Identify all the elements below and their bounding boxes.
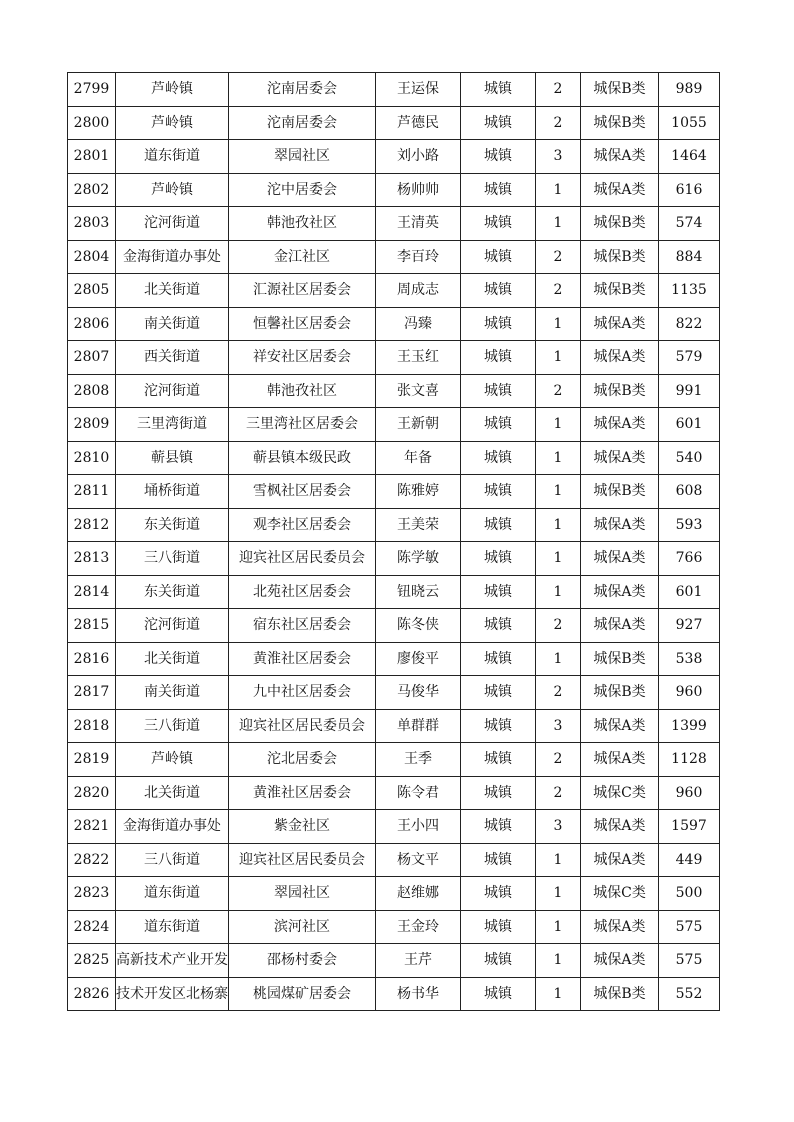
- street-cell: 沱河街道: [116, 207, 229, 241]
- category-cell: 城保B类: [581, 240, 659, 274]
- person-name-cell: 王玉红: [376, 341, 461, 375]
- table-row: [68, 173, 720, 207]
- area-type-cell: 城镇: [461, 475, 536, 509]
- amount-cell: 884: [659, 240, 720, 274]
- record-id-cell: 2820: [68, 776, 116, 810]
- community-cell: 翠园社区: [229, 877, 376, 911]
- table-row: [68, 73, 720, 107]
- community-cell: 沱中居委会: [229, 173, 376, 207]
- community-cell: 翠园社区: [229, 140, 376, 174]
- community-cell: 汇源社区居委会: [229, 274, 376, 308]
- person-name-cell: 单群群: [376, 709, 461, 743]
- category-cell: 城保A类: [581, 140, 659, 174]
- category-cell: 城保C类: [581, 877, 659, 911]
- area-type-cell: 城镇: [461, 676, 536, 710]
- community-cell: 黄淮社区居委会: [229, 776, 376, 810]
- area-type-cell: 城镇: [461, 709, 536, 743]
- person-name-cell: 杨帅帅: [376, 173, 461, 207]
- street-cell: 高新技术产业开发: [116, 944, 229, 978]
- community-cell: 紫金社区: [229, 810, 376, 844]
- amount-cell: 960: [659, 676, 720, 710]
- person-name-cell: 陈雅婷: [376, 475, 461, 509]
- area-type-cell: 城镇: [461, 910, 536, 944]
- person-name-cell: 陈冬侠: [376, 609, 461, 643]
- community-cell: 北苑社区居委会: [229, 575, 376, 609]
- record-id-cell: 2799: [68, 73, 116, 107]
- person-name-cell: 王新朝: [376, 408, 461, 442]
- amount-cell: 608: [659, 475, 720, 509]
- record-id-cell: 2821: [68, 810, 116, 844]
- household-count-cell: 2: [536, 106, 581, 140]
- record-id-cell: 2812: [68, 508, 116, 542]
- person-name-cell: 陈令君: [376, 776, 461, 810]
- category-cell: 城保A类: [581, 843, 659, 877]
- area-type-cell: 城镇: [461, 140, 536, 174]
- person-name-cell: 张文喜: [376, 374, 461, 408]
- street-cell: 沱河街道: [116, 374, 229, 408]
- household-count-cell: 2: [536, 274, 581, 308]
- record-id-cell: 2805: [68, 274, 116, 308]
- community-cell: 滨河社区: [229, 910, 376, 944]
- person-name-cell: 王季: [376, 743, 461, 777]
- street-cell: 芦岭镇: [116, 743, 229, 777]
- street-cell: 金海街道办事处: [116, 240, 229, 274]
- table-row: [68, 207, 720, 241]
- household-count-cell: 1: [536, 307, 581, 341]
- street-cell: 三八街道: [116, 843, 229, 877]
- area-type-cell: 城镇: [461, 441, 536, 475]
- area-type-cell: 城镇: [461, 944, 536, 978]
- records-table: [67, 72, 720, 1011]
- person-name-cell: 杨书华: [376, 977, 461, 1011]
- table-row: [68, 776, 720, 810]
- category-cell: 城保A类: [581, 709, 659, 743]
- person-name-cell: 王金玲: [376, 910, 461, 944]
- amount-cell: 538: [659, 642, 720, 676]
- community-cell: 九中社区居委会: [229, 676, 376, 710]
- household-count-cell: 1: [536, 910, 581, 944]
- area-type-cell: 城镇: [461, 240, 536, 274]
- area-type-cell: 城镇: [461, 408, 536, 442]
- street-cell: 北关街道: [116, 274, 229, 308]
- area-type-cell: 城镇: [461, 776, 536, 810]
- person-name-cell: 李百玲: [376, 240, 461, 274]
- area-type-cell: 城镇: [461, 307, 536, 341]
- street-cell: 东关街道: [116, 575, 229, 609]
- street-cell: 道东街道: [116, 877, 229, 911]
- table-row: [68, 341, 720, 375]
- amount-cell: 552: [659, 977, 720, 1011]
- community-cell: 沱北居委会: [229, 743, 376, 777]
- amount-cell: 989: [659, 73, 720, 107]
- amount-cell: 766: [659, 542, 720, 576]
- area-type-cell: 城镇: [461, 106, 536, 140]
- category-cell: 城保B类: [581, 676, 659, 710]
- household-count-cell: 1: [536, 642, 581, 676]
- street-cell: 技术开发区北杨寨: [116, 977, 229, 1011]
- record-id-cell: 2817: [68, 676, 116, 710]
- record-id-cell: 2826: [68, 977, 116, 1011]
- household-count-cell: 2: [536, 776, 581, 810]
- record-id-cell: 2811: [68, 475, 116, 509]
- community-cell: 沱南居委会: [229, 106, 376, 140]
- category-cell: 城保B类: [581, 642, 659, 676]
- area-type-cell: 城镇: [461, 508, 536, 542]
- street-cell: 三八街道: [116, 709, 229, 743]
- amount-cell: 1135: [659, 274, 720, 308]
- person-name-cell: 陈学敏: [376, 542, 461, 576]
- street-cell: 蕲县镇: [116, 441, 229, 475]
- area-type-cell: 城镇: [461, 642, 536, 676]
- household-count-cell: 1: [536, 575, 581, 609]
- household-count-cell: 2: [536, 676, 581, 710]
- street-cell: 三八街道: [116, 542, 229, 576]
- amount-cell: 1055: [659, 106, 720, 140]
- category-cell: 城保B类: [581, 73, 659, 107]
- area-type-cell: 城镇: [461, 73, 536, 107]
- table-row: [68, 877, 720, 911]
- person-name-cell: 年备: [376, 441, 461, 475]
- category-cell: 城保A类: [581, 542, 659, 576]
- community-cell: 黄淮社区居委会: [229, 642, 376, 676]
- area-type-cell: 城镇: [461, 843, 536, 877]
- table-row: [68, 810, 720, 844]
- record-id-cell: 2825: [68, 944, 116, 978]
- amount-cell: 1464: [659, 140, 720, 174]
- amount-cell: 575: [659, 910, 720, 944]
- table-row: [68, 944, 720, 978]
- person-name-cell: 赵维娜: [376, 877, 461, 911]
- household-count-cell: 1: [536, 441, 581, 475]
- household-count-cell: 3: [536, 709, 581, 743]
- household-count-cell: 1: [536, 408, 581, 442]
- area-type-cell: 城镇: [461, 575, 536, 609]
- community-cell: 祥安社区居委会: [229, 341, 376, 375]
- street-cell: 道东街道: [116, 910, 229, 944]
- household-count-cell: 1: [536, 977, 581, 1011]
- amount-cell: 449: [659, 843, 720, 877]
- community-cell: 金江社区: [229, 240, 376, 274]
- amount-cell: 574: [659, 207, 720, 241]
- category-cell: 城保B类: [581, 274, 659, 308]
- amount-cell: 1399: [659, 709, 720, 743]
- category-cell: 城保A类: [581, 810, 659, 844]
- person-name-cell: 冯臻: [376, 307, 461, 341]
- household-count-cell: 2: [536, 240, 581, 274]
- person-name-cell: 王清英: [376, 207, 461, 241]
- table-row: [68, 274, 720, 308]
- record-id-cell: 2809: [68, 408, 116, 442]
- community-cell: 迎宾社区居民委员会: [229, 843, 376, 877]
- category-cell: 城保B类: [581, 207, 659, 241]
- amount-cell: 575: [659, 944, 720, 978]
- person-name-cell: 杨文平: [376, 843, 461, 877]
- record-id-cell: 2815: [68, 609, 116, 643]
- table-row: [68, 374, 720, 408]
- record-id-cell: 2816: [68, 642, 116, 676]
- street-cell: 三里湾街道: [116, 408, 229, 442]
- household-count-cell: 1: [536, 508, 581, 542]
- category-cell: 城保A类: [581, 910, 659, 944]
- area-type-cell: 城镇: [461, 609, 536, 643]
- person-name-cell: 周成志: [376, 274, 461, 308]
- record-id-cell: 2806: [68, 307, 116, 341]
- record-id-cell: 2801: [68, 140, 116, 174]
- record-id-cell: 2803: [68, 207, 116, 241]
- amount-cell: 601: [659, 408, 720, 442]
- person-name-cell: 芦德民: [376, 106, 461, 140]
- record-id-cell: 2804: [68, 240, 116, 274]
- table-row: [68, 240, 720, 274]
- category-cell: 城保A类: [581, 743, 659, 777]
- person-name-cell: 王芹: [376, 944, 461, 978]
- household-count-cell: 3: [536, 140, 581, 174]
- table-row: [68, 140, 720, 174]
- community-cell: 迎宾社区居民委员会: [229, 709, 376, 743]
- amount-cell: 960: [659, 776, 720, 810]
- household-count-cell: 2: [536, 374, 581, 408]
- community-cell: 桃园煤矿居委会: [229, 977, 376, 1011]
- table-row: [68, 642, 720, 676]
- community-cell: 迎宾社区居民委员会: [229, 542, 376, 576]
- community-cell: 观李社区居委会: [229, 508, 376, 542]
- category-cell: 城保A类: [581, 408, 659, 442]
- table-row: [68, 475, 720, 509]
- table-row: [68, 843, 720, 877]
- table-row: [68, 977, 720, 1011]
- record-id-cell: 2822: [68, 843, 116, 877]
- street-cell: 芦岭镇: [116, 73, 229, 107]
- amount-cell: 579: [659, 341, 720, 375]
- household-count-cell: 1: [536, 173, 581, 207]
- table-row: [68, 575, 720, 609]
- amount-cell: 593: [659, 508, 720, 542]
- amount-cell: 991: [659, 374, 720, 408]
- area-type-cell: 城镇: [461, 977, 536, 1011]
- record-id-cell: 2813: [68, 542, 116, 576]
- household-count-cell: 1: [536, 944, 581, 978]
- street-cell: 北关街道: [116, 642, 229, 676]
- area-type-cell: 城镇: [461, 341, 536, 375]
- area-type-cell: 城镇: [461, 877, 536, 911]
- street-cell: 芦岭镇: [116, 106, 229, 140]
- amount-cell: 540: [659, 441, 720, 475]
- street-cell: 道东街道: [116, 140, 229, 174]
- community-cell: 三里湾社区居委会: [229, 408, 376, 442]
- category-cell: 城保A类: [581, 173, 659, 207]
- community-cell: 韩池孜社区: [229, 207, 376, 241]
- table-body: [68, 73, 720, 1011]
- person-name-cell: 钮晓云: [376, 575, 461, 609]
- household-count-cell: 1: [536, 207, 581, 241]
- household-count-cell: 1: [536, 341, 581, 375]
- category-cell: 城保B类: [581, 977, 659, 1011]
- area-type-cell: 城镇: [461, 207, 536, 241]
- community-cell: 邵杨村委会: [229, 944, 376, 978]
- record-id-cell: 2818: [68, 709, 116, 743]
- street-cell: 南关街道: [116, 676, 229, 710]
- category-cell: 城保A类: [581, 341, 659, 375]
- household-count-cell: 1: [536, 542, 581, 576]
- record-id-cell: 2814: [68, 575, 116, 609]
- table-row: [68, 676, 720, 710]
- record-id-cell: 2824: [68, 910, 116, 944]
- category-cell: 城保A类: [581, 441, 659, 475]
- household-count-cell: 1: [536, 877, 581, 911]
- category-cell: 城保A类: [581, 609, 659, 643]
- category-cell: 城保B类: [581, 374, 659, 408]
- community-cell: 雪枫社区居委会: [229, 475, 376, 509]
- record-id-cell: 2819: [68, 743, 116, 777]
- record-id-cell: 2800: [68, 106, 116, 140]
- street-cell: 南关街道: [116, 307, 229, 341]
- table-row: [68, 609, 720, 643]
- street-cell: 芦岭镇: [116, 173, 229, 207]
- amount-cell: 601: [659, 575, 720, 609]
- amount-cell: 616: [659, 173, 720, 207]
- table-row: [68, 743, 720, 777]
- table-row: [68, 709, 720, 743]
- area-type-cell: 城镇: [461, 173, 536, 207]
- community-cell: 韩池孜社区: [229, 374, 376, 408]
- amount-cell: 822: [659, 307, 720, 341]
- community-cell: 沱南居委会: [229, 73, 376, 107]
- person-name-cell: 王美荣: [376, 508, 461, 542]
- table-row: [68, 408, 720, 442]
- area-type-cell: 城镇: [461, 743, 536, 777]
- amount-cell: 500: [659, 877, 720, 911]
- amount-cell: 1128: [659, 743, 720, 777]
- area-type-cell: 城镇: [461, 374, 536, 408]
- record-id-cell: 2810: [68, 441, 116, 475]
- category-cell: 城保A类: [581, 944, 659, 978]
- street-cell: 北关街道: [116, 776, 229, 810]
- category-cell: 城保B类: [581, 475, 659, 509]
- table-row: [68, 508, 720, 542]
- table-row: [68, 307, 720, 341]
- community-cell: 恒馨社区居委会: [229, 307, 376, 341]
- area-type-cell: 城镇: [461, 542, 536, 576]
- person-name-cell: 马俊华: [376, 676, 461, 710]
- table-row: [68, 441, 720, 475]
- category-cell: 城保A类: [581, 508, 659, 542]
- street-cell: 东关街道: [116, 508, 229, 542]
- area-type-cell: 城镇: [461, 274, 536, 308]
- category-cell: 城保A类: [581, 575, 659, 609]
- record-id-cell: 2807: [68, 341, 116, 375]
- household-count-cell: 1: [536, 843, 581, 877]
- table-row: [68, 910, 720, 944]
- person-name-cell: 廖俊平: [376, 642, 461, 676]
- street-cell: 沱河街道: [116, 609, 229, 643]
- amount-cell: 1597: [659, 810, 720, 844]
- community-cell: 宿东社区居委会: [229, 609, 376, 643]
- record-id-cell: 2802: [68, 173, 116, 207]
- record-id-cell: 2823: [68, 877, 116, 911]
- category-cell: 城保A类: [581, 307, 659, 341]
- person-name-cell: 刘小路: [376, 140, 461, 174]
- person-name-cell: 王运保: [376, 73, 461, 107]
- household-count-cell: 2: [536, 743, 581, 777]
- household-count-cell: 2: [536, 73, 581, 107]
- household-count-cell: 1: [536, 475, 581, 509]
- category-cell: 城保B类: [581, 106, 659, 140]
- street-cell: 埇桥街道: [116, 475, 229, 509]
- household-count-cell: 2: [536, 609, 581, 643]
- record-id-cell: 2808: [68, 374, 116, 408]
- household-count-cell: 3: [536, 810, 581, 844]
- area-type-cell: 城镇: [461, 810, 536, 844]
- street-cell: 西关街道: [116, 341, 229, 375]
- table-row: [68, 542, 720, 576]
- amount-cell: 927: [659, 609, 720, 643]
- street-cell: 金海街道办事处: [116, 810, 229, 844]
- community-cell: 蕲县镇本级民政: [229, 441, 376, 475]
- category-cell: 城保C类: [581, 776, 659, 810]
- person-name-cell: 王小四: [376, 810, 461, 844]
- table-row: [68, 106, 720, 140]
